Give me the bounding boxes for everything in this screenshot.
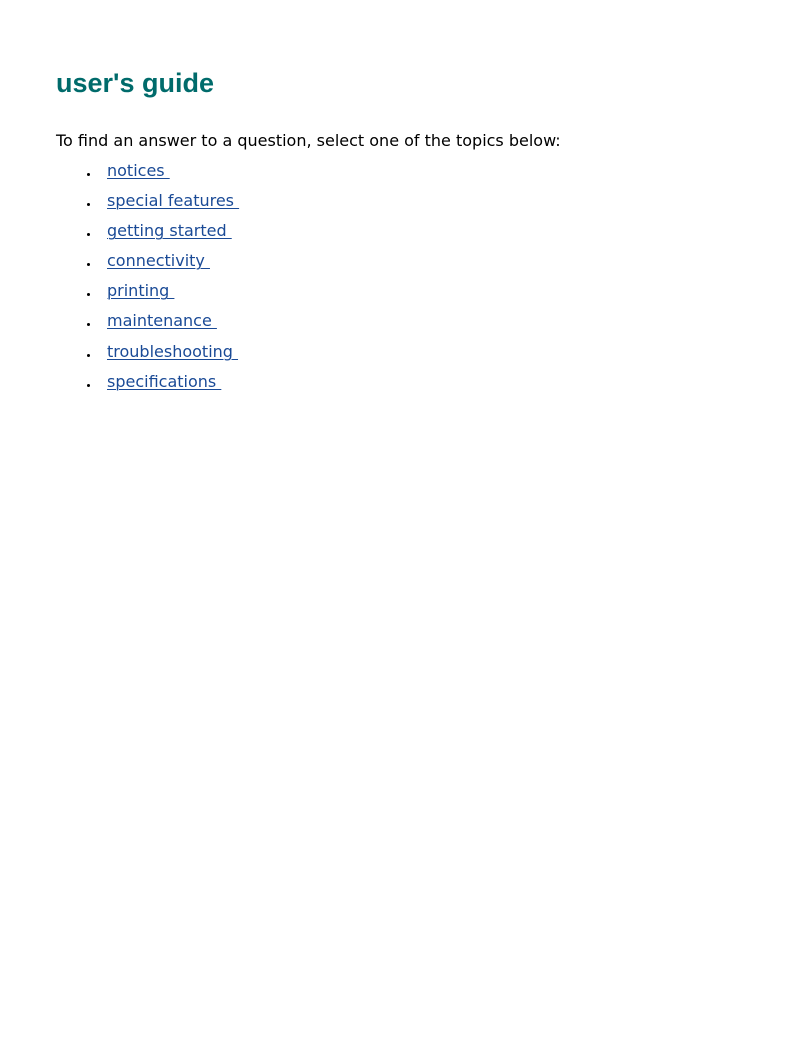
topic-item-getting-started — [56, 221, 782, 251]
bullet-icon — [87, 354, 90, 357]
topic-link-connectivity[interactable]: connectivity — [107, 251, 210, 271]
bullet-icon — [87, 293, 90, 296]
page-title: user's guide — [56, 68, 214, 98]
bullet-icon — [87, 263, 90, 266]
topic-item-printing — [56, 281, 782, 311]
bullet-icon — [87, 173, 90, 176]
intro-text: To find an answer to a question, select one of the topics below: — [56, 131, 561, 150]
topic-link-special-features[interactable]: special features — [107, 191, 240, 211]
bullet-icon — [87, 323, 90, 326]
topic-link-printing[interactable]: printing — [107, 281, 175, 301]
topic-item-connectivity — [56, 251, 782, 281]
topic-link-specifications[interactable]: specifications — [107, 371, 222, 391]
topic-item-special-features — [56, 191, 782, 221]
bullet-icon — [87, 384, 90, 387]
topic-link-maintenance[interactable]: maintenance — [107, 311, 217, 331]
topic-item-troubleshooting — [56, 342, 782, 372]
topic-list — [56, 161, 782, 402]
topic-item-maintenance — [56, 311, 782, 341]
topic-link-notices[interactable]: notices — [107, 161, 170, 180]
topic-link-getting-started[interactable]: getting started — [107, 221, 232, 241]
topic-link-troubleshooting[interactable]: troubleshooting — [107, 341, 239, 361]
bullet-icon — [87, 203, 90, 206]
topic-item-notices — [56, 161, 782, 191]
bullet-icon — [87, 233, 90, 236]
content-area — [56, 66, 782, 402]
topic-item-specifications — [56, 372, 782, 402]
